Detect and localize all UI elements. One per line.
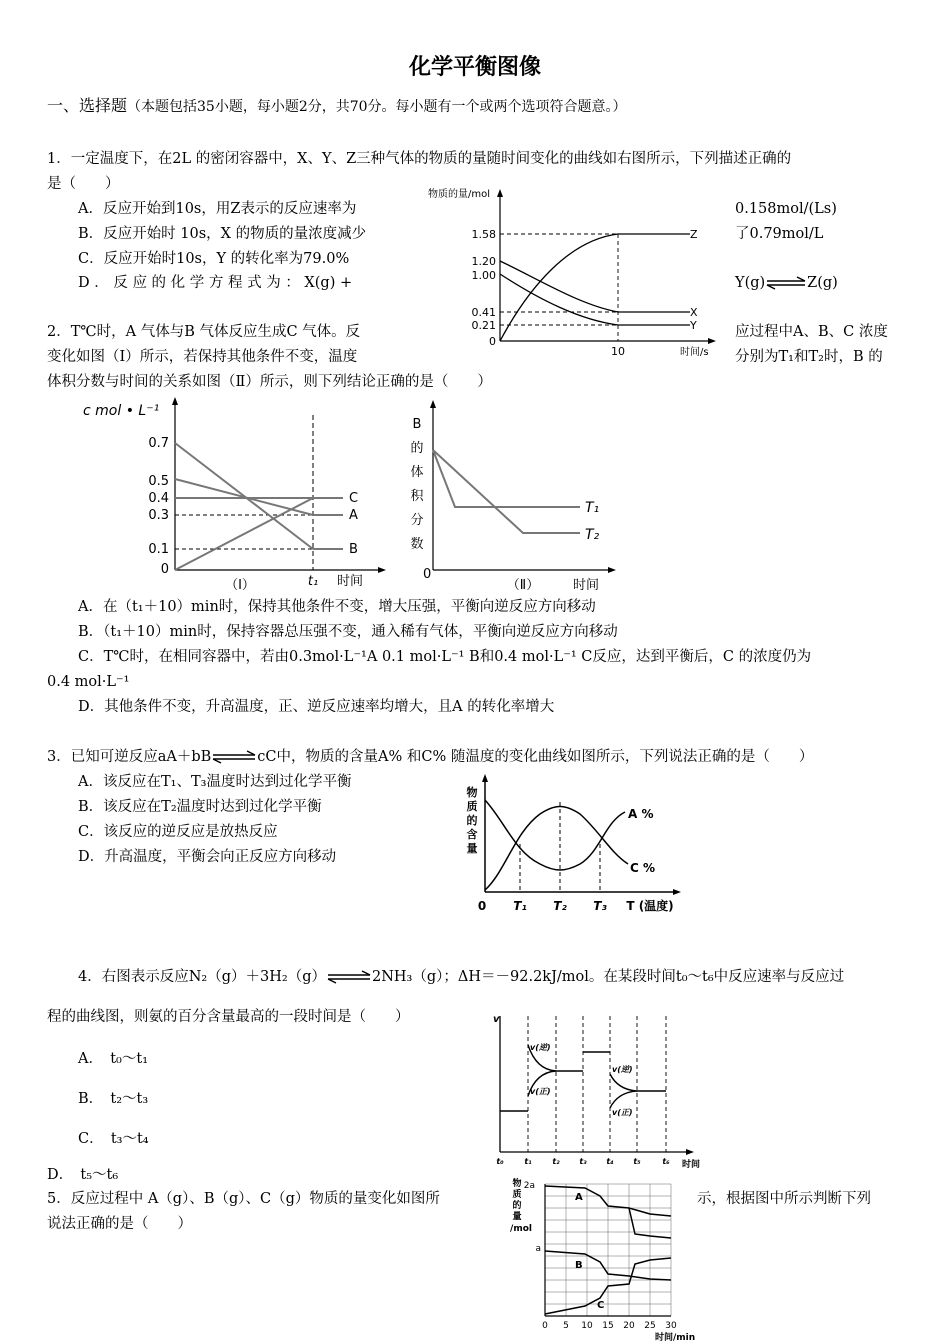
- q2-option-c-cont: 0.4 mol·L⁻¹: [47, 674, 130, 690]
- q2-ytick-0.3: 0.3: [148, 508, 169, 523]
- q3-stem: [47, 748, 813, 766]
- q1-stem-cont: 是（ ）: [47, 176, 120, 192]
- q2-label-t2: T₂: [585, 527, 600, 543]
- q4-label-reverse-2: v(逆): [612, 1065, 633, 1074]
- q3-stem-b: cC中，物质的含量A% 和C% 随温度的变化曲线如图所示，下列说法正确的是（ ）: [257, 749, 814, 765]
- q4-xtick-t1: t₁: [524, 1157, 532, 1166]
- q3-ylabel-2: 的: [466, 814, 478, 827]
- q2-stem: 2．T℃时，A 气体与B 气体反应生成C 气体。反: [47, 324, 361, 340]
- q1-label-x: X: [690, 306, 698, 319]
- q1-xlabel: 时间/s: [680, 347, 709, 358]
- q3-label-a: A %: [628, 807, 654, 821]
- q2-chart1-xlabel: 时间: [337, 574, 364, 589]
- q1-series-x: [500, 261, 690, 312]
- q5-stem-line2: 说法正确的是（ ）: [47, 1216, 192, 1232]
- q5-ylabel-3: 量: [512, 1212, 522, 1222]
- q5-xtick-5: 5: [563, 1321, 569, 1331]
- q2-stem-line2-right: 分别为T₁和T₂时，B 的: [735, 349, 883, 365]
- q3-option-b: B．该反应在T₂温度时达到过化学平衡: [78, 799, 322, 815]
- q4-label-forward-2: v(正): [612, 1108, 633, 1117]
- q3-xlabel: T (温度): [626, 899, 674, 913]
- q4-chart: [488, 1012, 708, 1172]
- q4-option-c: C． t₃～t₄: [78, 1131, 149, 1147]
- q4-stem-b: 2NH₃（g）；ΔH＝－92.2kJ/mol。在某段时间t₀～t₆中反应速率与反应过: [371, 969, 845, 985]
- q3-ylabel-3: 含: [466, 828, 478, 841]
- q1-option-b-cont: 了0.79mol/L: [735, 226, 824, 242]
- q2-stem-line3: 体积分数与时间的关系如图（Ⅱ）所示，则下列结论正确的是（ ）: [47, 374, 492, 390]
- q2-ytick-0.7: 0.7: [148, 436, 169, 451]
- q2-chart2-ylabel-4: 分: [410, 513, 424, 528]
- q2-label-a: A: [349, 508, 358, 523]
- q3-option-c: C．该反应的逆反应是放热反应: [78, 824, 278, 840]
- q3-series-c: [485, 807, 628, 891]
- q2-chart1-ylabel: c mol • L⁻¹: [83, 403, 160, 419]
- q3-xtick-t1: T₁: [513, 899, 527, 913]
- q2-xtick-t1: t₁: [307, 574, 319, 589]
- q4-xtick-t2: t₂: [552, 1157, 560, 1166]
- q1-ytick-0.41: 0.41: [471, 306, 496, 319]
- q1-ytick-1.20: 1.20: [471, 255, 496, 268]
- q3-chart: [460, 772, 700, 920]
- q2-chart2-origin: 0: [423, 567, 432, 582]
- q5-xlabel: 时间/min: [655, 1333, 696, 1343]
- q2-option-a: A．在（t₁＋10）min时，保持其他条件不变，增大压强，平衡向逆反应方向移动: [78, 599, 596, 615]
- q3-xtick-t2: T₂: [553, 899, 567, 913]
- q4-ylabel: v: [493, 1014, 500, 1025]
- q5-label-b: B: [575, 1260, 583, 1271]
- q4-xtick-t5: t₅: [633, 1157, 641, 1166]
- q3-label-c: C %: [630, 861, 656, 875]
- q5-xtick-30: 30: [665, 1321, 677, 1331]
- q5-label-c: C: [597, 1300, 605, 1311]
- q4-option-a: A． t₀～t₁: [78, 1051, 149, 1067]
- q2-chart-2: [405, 400, 625, 595]
- q5-ytick-a: a: [535, 1244, 541, 1254]
- q1-ytick-0: 0: [489, 335, 496, 348]
- equilibrium-arrow-icon: [765, 277, 807, 289]
- q4-rate-forward-2: [610, 1091, 637, 1108]
- q2-label-t1: T₁: [585, 500, 600, 516]
- q2-ytick-0.5: 0.5: [148, 474, 169, 489]
- q5-xtick-15: 15: [602, 1321, 614, 1331]
- q2-stem-right: 应过程中A、B、C 浓度: [735, 324, 888, 340]
- q3-stem-a: 3．已知可逆反应aA＋bB: [47, 749, 212, 765]
- equilibrium-arrow-icon: [211, 751, 257, 763]
- q2-chart-1: [75, 395, 395, 595]
- q2-ytick-0: 0: [160, 562, 169, 577]
- q4-xlabel: 时间: [682, 1160, 701, 1170]
- q1-option-d-cont: [735, 274, 838, 292]
- q2-chart2-xlabel: 时间: [573, 578, 600, 593]
- section-note: （本题包括35小题，每小题2分，共70分。每小题有一个或两个选项符合题意。）: [127, 99, 627, 115]
- q2-chart2-ylabel-0: B: [412, 417, 422, 432]
- q2-stem-line2: 变化如图（Ⅰ）所示，若保持其他条件不变，温度: [47, 349, 358, 365]
- q4-option-d: D． t₅～t₆: [47, 1167, 119, 1183]
- q4-rate-reverse-2: [610, 1074, 637, 1091]
- q2-option-d: D．其他条件不变，升高温度，正、逆反应速率均增大，且A 的转化率增大: [78, 699, 555, 715]
- q1-series-y: [500, 274, 690, 325]
- section-title: 一、选择题: [47, 96, 128, 115]
- q1-ytick-1.00: 1.00: [471, 269, 496, 282]
- q1-label-y: Y: [690, 319, 697, 332]
- q1-chart: [420, 185, 730, 360]
- q1-product-z: Z(g): [807, 275, 838, 291]
- q2-series-t2: [433, 450, 580, 533]
- q3-xtick-t3: T₃: [593, 899, 607, 913]
- q5-ylabel-0: 物: [512, 1179, 522, 1189]
- q1-option-d: D ． 反 应 的 化 学 方 程 式 为 ： X(g) +: [78, 275, 353, 291]
- q2-option-b: B．（t₁＋10）min时，保持容器总压强不变，通入稀有气体，平衡向逆反应方向移动: [78, 624, 618, 640]
- q4-label-reverse-1: v(逆): [530, 1043, 551, 1052]
- q3-option-a: A．该反应在T₁、T₃温度时达到过化学平衡: [78, 774, 352, 790]
- q1-xtick-10: 10: [611, 345, 625, 358]
- q5-stem: 5．反应过程中 A（g）、B（g）、C（g）物质的量变化如图所: [47, 1191, 440, 1207]
- q5-ylabel-2: 的: [512, 1201, 522, 1211]
- q4-label-forward-1: v(正): [530, 1087, 551, 1096]
- q5-ylabel-1: 质: [512, 1190, 522, 1200]
- q5-chart: [505, 1176, 696, 1343]
- q2-series-t1: [433, 450, 580, 507]
- q2-label-b: B: [349, 542, 358, 557]
- q4-option-b: B． t₂～t₃: [78, 1091, 149, 1107]
- q2-chart2-ylabel-2: 体: [410, 465, 424, 480]
- q3-xtick-0: 0: [477, 899, 487, 913]
- q3-ylabel-1: 质: [466, 800, 478, 813]
- q4-xtick-t6: t₆: [662, 1157, 670, 1166]
- q1-chart-ylabel: 物质的量/mol: [428, 189, 491, 200]
- q5-label-a: A: [575, 1192, 583, 1203]
- q4-xtick-t0: t₀: [496, 1157, 504, 1166]
- q5-xtick-0: 0: [542, 1321, 548, 1331]
- q2-chart2-ylabel-1: 的: [410, 441, 424, 456]
- equilibrium-arrow-icon: [326, 971, 372, 983]
- q5-xtick-10: 10: [581, 1321, 593, 1331]
- q3-ylabel-0: 物: [466, 786, 478, 799]
- q5-stem-right: 示，根据图中所示判断下列: [697, 1191, 871, 1207]
- q1-reactant-y: Y(g): [735, 275, 766, 291]
- q1-option-a: A．反应开始到10s，用Z表示的反应速率为: [78, 201, 357, 217]
- q1-stem: 1．一定温度下，在2L 的密闭容器中，X、Y、Z三种气体的物质的量随时间变化的曲线如右图所示，下列描述正确的: [47, 151, 792, 167]
- q4-stem: [78, 968, 844, 986]
- q2-chart1-caption: （Ⅰ）: [225, 578, 255, 593]
- q3-option-d: D．升高温度，平衡会向正反应方向移动: [78, 849, 337, 865]
- q5-xtick-25: 25: [644, 1321, 656, 1331]
- q2-chart2-caption: （Ⅱ）: [506, 578, 540, 593]
- q4-stem-line2: 程的曲线图，则氨的百分含量最高的一段时间是（ ）: [47, 1009, 410, 1025]
- q2-label-c: C: [349, 491, 359, 506]
- q4-xtick-t3: t₃: [579, 1157, 587, 1166]
- q1-ytick-1.58: 1.58: [471, 228, 496, 241]
- q5-ylabel-4: /mol: [510, 1224, 532, 1234]
- q5-ytick-2a: 2a: [523, 1181, 535, 1191]
- q1-option-a-cont: 0.158mol/(Ls): [735, 201, 837, 217]
- q2-ytick-0.4: 0.4: [148, 491, 169, 506]
- q3-ylabel-4: 量: [466, 842, 478, 855]
- section-heading: [47, 97, 627, 116]
- q2-ytick-0.1: 0.1: [148, 542, 169, 557]
- q1-ytick-0.21: 0.21: [471, 319, 496, 332]
- q2-chart2-ylabel-5: 数: [410, 537, 424, 552]
- q4-xtick-t4: t₄: [606, 1157, 614, 1166]
- q1-label-z: Z: [690, 228, 698, 241]
- q4-stem-a: 4．右图表示反应N₂（g）＋3H₂（g）: [78, 969, 326, 985]
- q5-xtick-20: 20: [623, 1321, 635, 1331]
- q1-option-b: B．反应开始时 10s，X 的物质的量浓度减少: [78, 226, 367, 242]
- q2-option-c: C．T℃时，在相同容器中，若由0.3mol·L⁻¹A 0.1 mol·L⁻¹ B和0.4 mol·L⁻¹ C反应，达到平衡后，C 的浓度仍为: [78, 649, 812, 665]
- page-title: 化学平衡图像: [408, 55, 541, 80]
- q2-chart2-ylabel-3: 积: [410, 489, 424, 504]
- q1-option-c: C．反应开始时10s，Y 的转化率为79.0%: [78, 251, 350, 267]
